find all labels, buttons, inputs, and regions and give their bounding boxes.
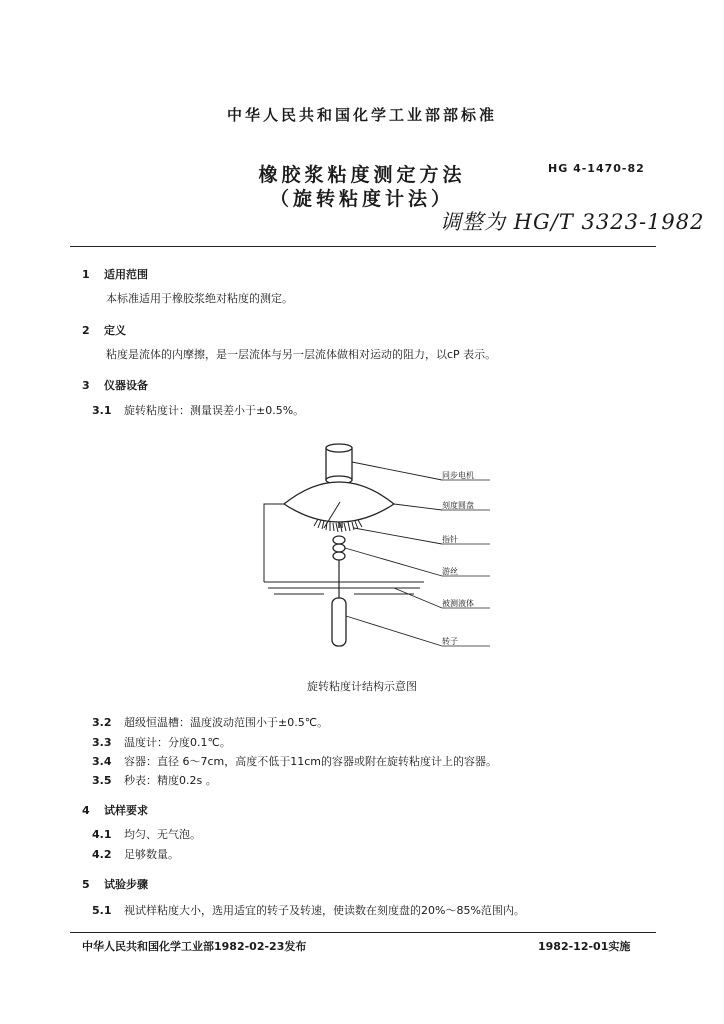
issue-date: 中华人民共和国化学工业部1982-02-23发布 bbox=[82, 940, 307, 953]
section-2-number: 2 bbox=[82, 324, 90, 337]
effective-date: 1982-12-01实施 bbox=[538, 940, 631, 953]
item-number: 3.4 bbox=[92, 755, 112, 768]
section-1-text: 本标准适用于橡胶浆绝对粘度的测定。 bbox=[106, 292, 293, 305]
section-4-title: 试样要求 bbox=[104, 804, 148, 817]
liquid-surface bbox=[264, 582, 424, 594]
section-4-heading bbox=[82, 802, 148, 818]
item-number: 5.1 bbox=[92, 904, 112, 917]
item-number: 4.2 bbox=[92, 848, 112, 861]
footer-rule bbox=[70, 932, 656, 933]
label-dial: 刻度圆盘 bbox=[442, 501, 474, 510]
section-5-heading bbox=[82, 876, 148, 892]
section-5-number: 5 bbox=[82, 878, 90, 891]
document-title: 橡胶浆粘度测定方法 bbox=[258, 164, 466, 186]
item-4-1 bbox=[92, 826, 201, 842]
item-text: 均匀、无气泡。 bbox=[124, 828, 201, 841]
item-3-4 bbox=[92, 753, 497, 769]
section-2-heading bbox=[82, 322, 126, 338]
item-number: 3.2 bbox=[92, 716, 112, 729]
section-2-title: 定义 bbox=[104, 324, 126, 337]
label-pointer: 指针 bbox=[442, 535, 458, 544]
label-rotor: 转子 bbox=[442, 637, 458, 646]
section-3-heading bbox=[82, 377, 148, 393]
section-1-heading bbox=[82, 266, 148, 282]
section-2-text: 粘度是流体的内摩擦，是一层流体与另一层流体做相对运动的阻力，以cP 表示。 bbox=[106, 348, 497, 361]
item-3-5 bbox=[92, 772, 217, 788]
figure-caption: 旋转粘度计结构示意图 bbox=[307, 680, 417, 693]
item-text: 温度计：分度0.1℃。 bbox=[124, 736, 231, 749]
label-liquid: 被测液体 bbox=[442, 599, 474, 608]
item-3-1 bbox=[92, 402, 304, 418]
label-hairspring: 游丝 bbox=[442, 567, 458, 576]
item-text: 旋转粘度计：测量误差小于±0.5%。 bbox=[124, 404, 305, 417]
rotor bbox=[332, 598, 346, 646]
item-text: 超级恒温槽：温度波动范围小于±0.5℃。 bbox=[124, 716, 329, 729]
section-5-title: 试验步骤 bbox=[104, 878, 148, 891]
label-motor: 同步电机 bbox=[442, 471, 474, 480]
standard-code: HG 4-1470-82 bbox=[548, 162, 645, 175]
item-3-3 bbox=[92, 734, 231, 750]
section-4-number: 4 bbox=[82, 804, 90, 817]
dial-disc bbox=[284, 482, 394, 522]
item-text: 足够数量。 bbox=[124, 848, 179, 861]
item-text: 秒表：精度0.2s 。 bbox=[124, 774, 217, 787]
item-number: 3.3 bbox=[92, 736, 112, 749]
hairspring bbox=[333, 536, 345, 560]
item-5-1 bbox=[92, 902, 525, 918]
section-3-title: 仪器设备 bbox=[104, 379, 148, 392]
section-1-number: 1 bbox=[82, 268, 90, 281]
item-number: 3.5 bbox=[92, 774, 112, 787]
section-1-title: 适用范围 bbox=[104, 268, 148, 281]
document-subtitle: （旋转粘度计法） bbox=[269, 188, 454, 210]
item-text: 视试样粘度大小，选用适宜的转子及转速，使读数在刻度盘的20%～85%范围内。 bbox=[124, 904, 525, 917]
header-rule bbox=[70, 246, 656, 247]
ministry-header: 中华人民共和国化学工业部部标准 bbox=[226, 106, 497, 124]
item-number: 3.1 bbox=[92, 404, 112, 417]
motor-shape bbox=[326, 444, 352, 484]
item-number: 4.1 bbox=[92, 828, 112, 841]
item-4-2 bbox=[92, 846, 179, 862]
item-text: 容器：直径 6～7cm，高度不低于11cm的容器或附在旋转粘度计上的容器。 bbox=[124, 755, 498, 768]
section-3-number: 3 bbox=[82, 379, 90, 392]
handwritten-note: 调整为 HG/T 3323-1982 bbox=[440, 210, 705, 234]
item-3-2 bbox=[92, 714, 328, 730]
